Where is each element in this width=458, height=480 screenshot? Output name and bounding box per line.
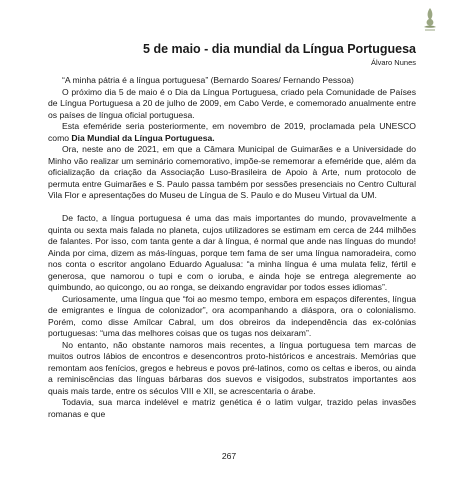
article-body <box>48 75 416 420</box>
paragraph: Curiosamente, uma língua que “foi ao mesmo tempo, embora em espaços diferentes, língua de emigrantes e língua de colonizador”, ora acompanhando a diáspora, ora o colonialismo. Porém, como disse Amílcar Cabral, um dos obreiros da independência das ex-colónias portuguesas: “uma das melhores coisas que os tugas nos deixaram”. <box>48 293 416 338</box>
bold-text: Dia Mundial da Língua Portuguesa. <box>71 132 215 143</box>
paragraph: Todavia, sua marca indelével e matriz genética é o latim vulgar, trazido pelas invasões romanas e que <box>48 397 416 419</box>
paragraph: “A minha pátria é a língua portuguesa” (Bernardo Soares/ Fernando Pessoa) <box>62 75 354 85</box>
paragraph: Ora, neste ano de 2021, em que a Câmara Municipal de Guimarães e a Universidade do Minho vão realizar um seminário comemorativo, impõe-se rememorar a efeméride que, além da oficialização da criação da Associação Luso-Brasileira de Apoio à Arte, num protocolo de permuta entre Guimarães e S. Paulo passa também por sessões presenciais no Centro Cultural Vila Flor e apresentações do Museu de Língua de S. Paulo e do Museu Virtual da UM. <box>48 144 416 200</box>
emblem-logo-icon <box>422 6 438 32</box>
page-title: 5 de maio - dia mundial da Língua Portuguesa <box>143 42 416 56</box>
author-name: Álvaro Nunes <box>370 58 416 67</box>
paragraph-text: Esta efeméride seria posteriormente, em novembro de 2019, proclamada pela UNESCO como <box>48 121 416 143</box>
paragraph: O próximo dia 5 de maio é o Dia da Língua Portuguesa, criado pela Comunidade de Países de Língua Portuguesa a 20 de julho de 2009, em Cabo Verde, e comemorado anualmente entre os países de língua oficial portuguesa. <box>48 86 416 120</box>
paragraph: De facto, a língua portuguesa é uma das mais importantes do mundo, provavelmente a quinta ou sexta mais falada no planeta, cujos utilizadores se estimam em cerca de 244 milhões de falantes. Por isso, com tanta gente a dar à língua, é normal que ande nas línguas do mundo! Ainda por cima, dizem as más-línguas, porque tem fama de ser uma língua namoradeira, como nos conta o escritor angolano Eduardo Agualusa: “a minha língua é uma mulata feliz, fértil e generosa, que namorou o tupi e com o ioruba, e ainda hoje se entrega alegremente ao quimbundo, ao quicongo, ou ao ronga, se deixando engravidar por todos esses idiomas”. <box>48 213 416 292</box>
paragraph: No entanto, não obstante namoros mais recentes, a língua portuguesa tem marcas de muitos outros lábios de encontros e desencontros proto-históricos e ancestrais. Memórias que remontam aos fenícios, gregos e hebreus e povos pré-latinos, como os celtas e iberos, ou ainda a reminiscências das línguas bárbaras dos suevos e visigodos, substratos importantes aos quais mais tarde, entre os séculos VIII e XII, se acrescentaria o árabe. <box>48 339 416 396</box>
paragraph <box>48 121 416 144</box>
page-number: 267 <box>221 451 237 461</box>
